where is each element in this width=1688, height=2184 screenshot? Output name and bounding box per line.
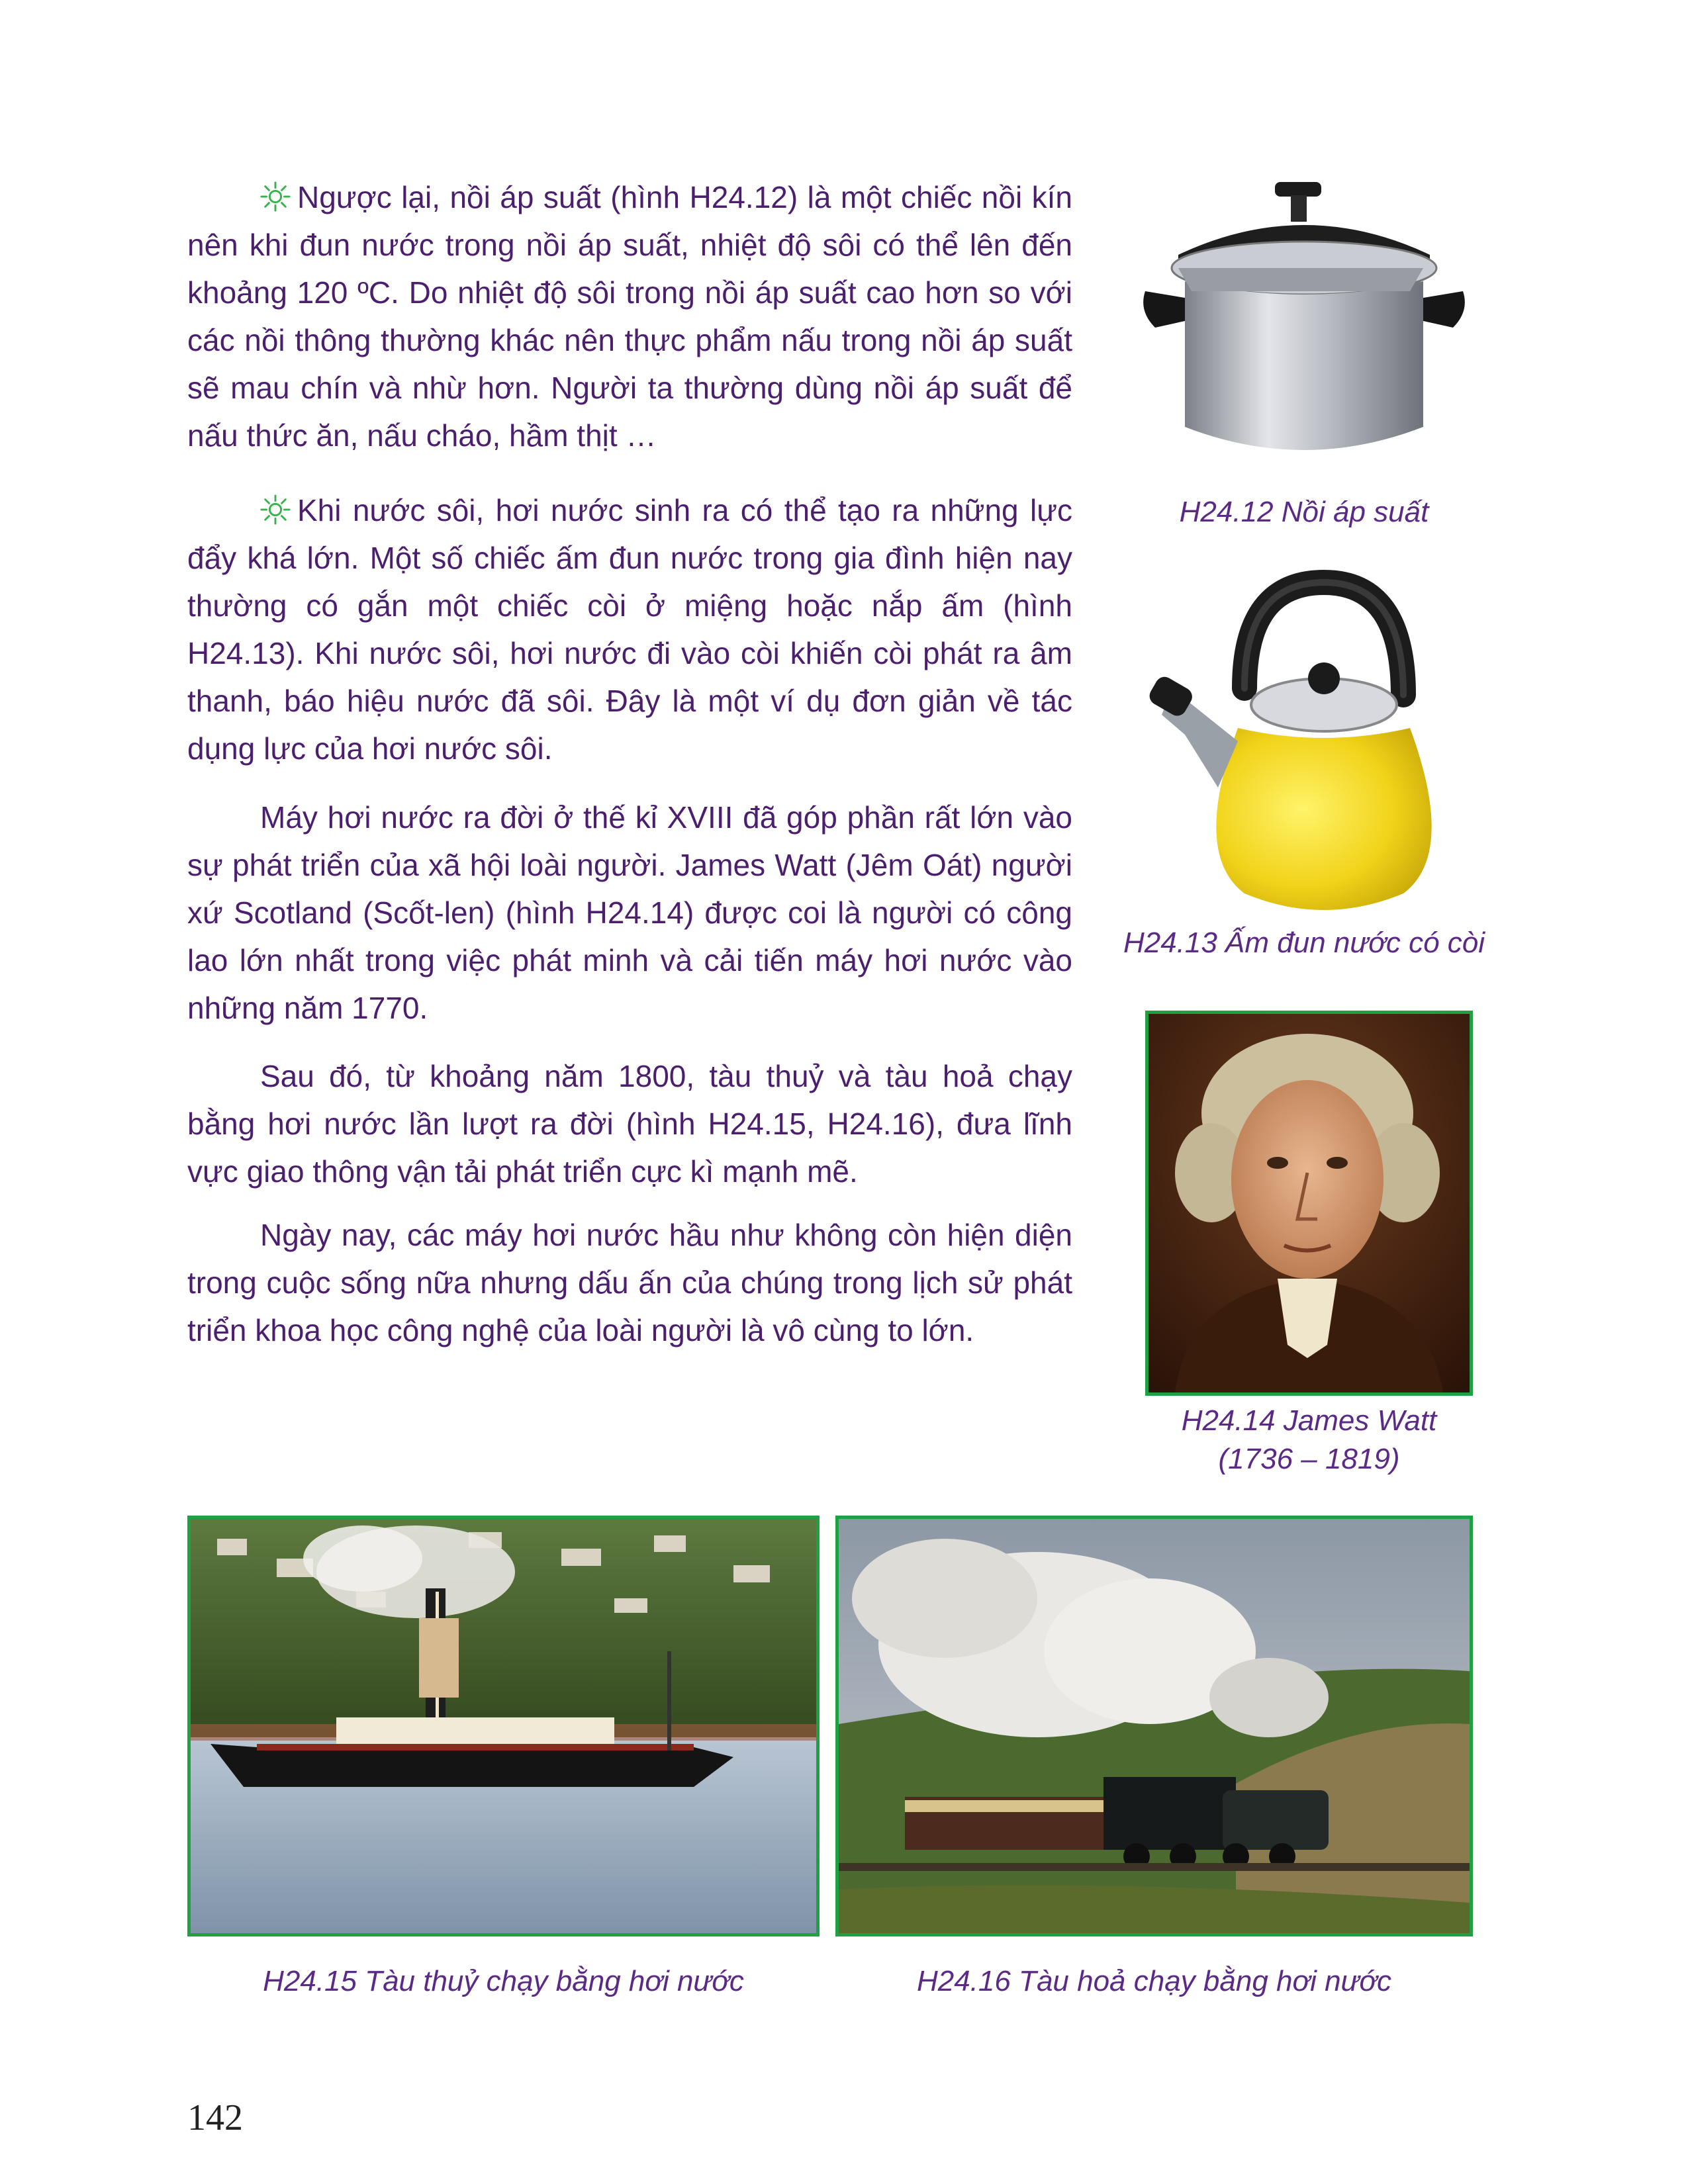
page-number: 142 [187,2097,243,2138]
paragraph-kettle [187,486,1072,772]
paragraph-ships-trains: Sau đó, từ khoảng năm 1800, tàu thuỷ và tàu hoả chạy bằng hơi nước lần lượt ra đời (hình H24.15, H24.16), đưa lĩnh vực giao thông vận tải phát triển cực kì mạnh mẽ. [187,1059,1072,1189]
paragraph-text: Khi nước sôi, hơi nước sinh ra có thể tạo ra những lực đẩy khá lớn. Một số chiếc ấm đun nước trong gia đình hiện nay thường có gắn một chiếc còi ở miệng hoặc nắp ấm (hình H24.13). Khi nước sôi, hơi nước đi vào còi khiến còi phát ra âm thanh, báo hiệu nước đã sôi. Đây là một ví dụ đơn giản về tác dụng lực của hơi nước sôi. [187,493,1072,766]
steamship-photo [187,1516,820,1936]
caption-steamship: H24.15 Tàu thuỷ chạy bằng hơi nước [263,1965,744,1997]
caption-james-watt-name: H24.14 James Watt [1181,1404,1437,1437]
caption-locomotive: H24.16 Tàu hoả chạy bằng hơi nước [916,1965,1392,1997]
paragraph-text: Ngược lại, nồi áp suất (hình H24.12) là một chiếc nồi kín nên khi đun nước trong nồi áp suất, nhiệt độ sôi có thể lên đến khoảng 120 ºC. Do nhiệt độ sôi trong nồi áp suất cao hơn so với các nồi thông thường khác nên thực phẩm nấu trong nồi áp suất sẽ mau chín và nhừ hơn. Người ta thường dùng nồi áp suất để nấu thức ăn, nấu cháo, hầm thịt … [187,180,1072,453]
james-watt-portrait [1145,1011,1473,1396]
caption-james-watt-years: (1736 – 1819) [1218,1443,1400,1475]
paragraph-today: Ngày nay, các máy hơi nước hầu như không còn hiện diện trong cuộc sống nữa nhưng dấu ấn của chúng trong lịch sử phát triển khoa học công nghệ của loài người là vô cùng to lớn. [187,1218,1072,1347]
caption-pressure-cooker: H24.12 Nồi áp suất [1179,496,1429,528]
pressure-cooker-image [1132,169,1479,486]
kettle-image [1145,569,1463,920]
caption-james-watt [1125,1402,1493,1479]
sun-icon [260,181,291,212]
caption-kettle: H24.13 Ấm đun nước có còi [1123,927,1485,959]
sun-icon [260,494,291,525]
locomotive-photo [835,1516,1473,1936]
paragraph-pressure-cooker [187,173,1072,459]
paragraph-steam-engine: Máy hơi nước ra đời ở thế kỉ XVIII đã góp phần rất lớn vào sự phát triển của xã hội loài người. James Watt (Jêm Oát) người xứ Scotland (Scốt-len) (hình H24.14) được coi là người có công lao lớn nhất trong việc phát minh và cải tiến máy hơi nước vào những năm 1770. [187,800,1072,1025]
